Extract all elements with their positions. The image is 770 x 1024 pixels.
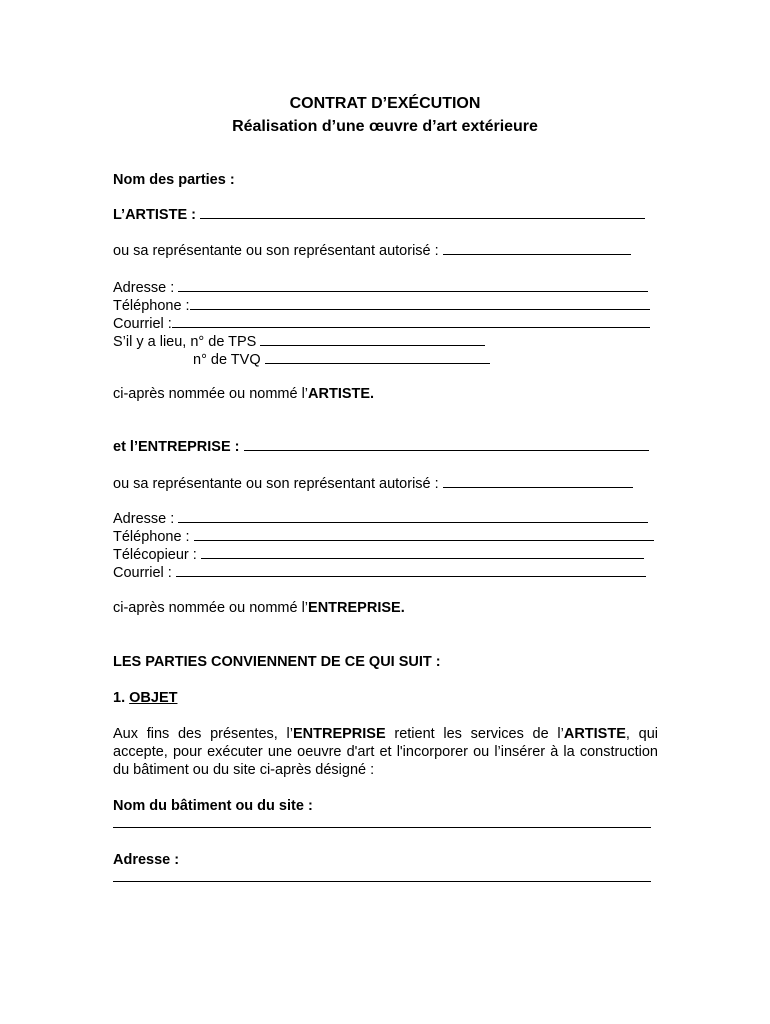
artiste-tps-field[interactable] — [260, 345, 485, 346]
artiste-name-row — [113, 206, 645, 224]
entreprise-naming-row — [113, 599, 405, 617]
paragraph-artiste: ARTISTE — [563, 726, 626, 742]
site-address-field[interactable] — [113, 881, 651, 882]
artiste-address-field[interactable] — [178, 291, 648, 292]
building-name-field[interactable] — [113, 827, 651, 828]
artiste-representative-row — [113, 242, 631, 260]
artiste-email-row — [113, 315, 650, 333]
entreprise-name-row — [113, 438, 649, 456]
artiste-phone-label: Téléphone : — [113, 298, 190, 314]
entreprise-phone-field[interactable] — [194, 540, 654, 541]
artiste-label: L’ARTISTE : — [113, 207, 196, 223]
artiste-address-label: Adresse : — [113, 280, 175, 296]
entreprise-phone-row — [113, 528, 654, 546]
agreement-heading: LES PARTIES CONVIENNENT DE CE QUI SUIT : — [113, 654, 441, 670]
artiste-email-label: Courriel : — [113, 316, 172, 332]
entreprise-email-row — [113, 564, 654, 582]
artiste-naming-row — [113, 385, 374, 403]
artiste-naming-bold: ARTISTE. — [308, 386, 375, 402]
entreprise-fax-label: Télécopieur : — [113, 547, 197, 563]
entreprise-naming-prefix: ci-après nommée ou nommé l’ — [113, 600, 309, 616]
artiste-contact-block — [113, 279, 650, 369]
building-field-row — [113, 815, 651, 833]
artiste-tps-row — [113, 333, 650, 351]
section-1-title: OBJET — [129, 690, 178, 706]
document-title: CONTRAT D’EXÉCUTION — [289, 95, 481, 112]
entreprise-address-field[interactable] — [178, 522, 648, 523]
paragraph-text-3: , qui accepte, pour exécuter une oeuvre d'art et l'incorporer ou l’insérer à la construction du bâtiment ou du site ci-après désigné : — [113, 726, 658, 778]
artiste-tvq-field[interactable] — [265, 363, 490, 364]
artiste-representative-label: ou sa représentante ou son représentant autorisé : — [113, 243, 439, 259]
section-1-heading — [113, 689, 177, 707]
entreprise-naming-bold: ENTREPRISE. — [308, 600, 405, 616]
entreprise-representative-field[interactable] — [443, 487, 633, 488]
section-1-number: 1. — [113, 690, 126, 706]
entreprise-fax-row — [113, 546, 654, 564]
entreprise-representative-row — [113, 475, 633, 493]
entreprise-name-field[interactable] — [244, 450, 649, 451]
artiste-address-row — [113, 279, 650, 297]
document-subtitle: Réalisation d’une œuvre d’art extérieure — [232, 118, 538, 135]
entreprise-label: et l’ENTREPRISE : — [113, 439, 240, 455]
entreprise-representative-label: ou sa représentante ou son représentant autorisé : — [113, 476, 439, 492]
artiste-email-field[interactable] — [172, 327, 650, 328]
entreprise-address-label: Adresse : — [113, 511, 175, 527]
parties-heading: Nom des parties : — [113, 172, 235, 188]
artiste-phone-row — [113, 297, 650, 315]
site-address-field-row — [113, 869, 651, 887]
artiste-phone-field[interactable] — [190, 309, 650, 310]
artiste-name-field[interactable] — [200, 218, 645, 219]
artiste-tvq-row — [113, 351, 650, 369]
artiste-representative-field[interactable] — [443, 254, 631, 255]
entreprise-address-row — [113, 510, 654, 528]
entreprise-email-field[interactable] — [176, 576, 646, 577]
entreprise-fax-field[interactable] — [201, 558, 644, 559]
artiste-naming-prefix: ci-après nommée ou nommé l’ — [113, 386, 309, 402]
site-address-label: Adresse : — [113, 852, 180, 868]
paragraph-text-1: Aux fins des présentes, l’ — [113, 726, 293, 742]
paragraph-text-2: retient les services de l’ — [385, 726, 564, 742]
building-label: Nom du bâtiment ou du site : — [113, 798, 313, 814]
artiste-tvq-label: n° de TVQ — [193, 352, 261, 368]
entreprise-contact-block — [113, 510, 654, 582]
paragraph-entreprise: ENTREPRISE — [292, 726, 386, 742]
artiste-tps-label: S’il y a lieu, n° de TPS — [113, 334, 257, 350]
section-1-paragraph — [113, 725, 658, 779]
entreprise-phone-label: Téléphone : — [113, 529, 190, 545]
entreprise-email-label: Courriel : — [113, 565, 172, 581]
